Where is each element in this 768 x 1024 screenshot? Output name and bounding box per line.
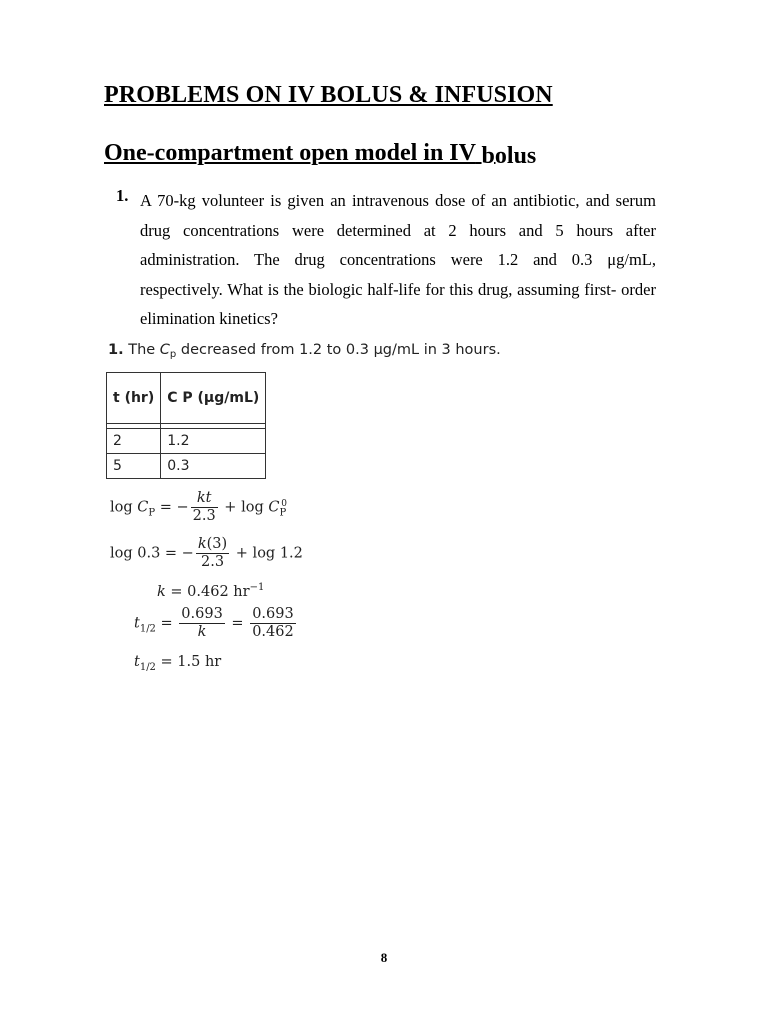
concentration-table [106, 372, 266, 479]
problem-number: 1. [116, 186, 129, 205]
cp-subscript: p [169, 349, 177, 360]
table-header-time: t (hr) [107, 373, 161, 424]
table-header-cp: C P (μg/mL) [161, 373, 266, 424]
solution-intro [108, 342, 501, 358]
section-heading-text: One-compartment open model in IV [104, 140, 476, 166]
solution-number: 1. [108, 342, 124, 358]
page-number: 8 [380, 950, 388, 965]
equation-1: $\log C_P$ = − $\frac{kt}{2.3}$ + $\log C_P^0$ [110, 490, 287, 524]
equation-5: $t_{1/2} = 1.5$ hr [134, 654, 222, 673]
equation-2: log 0.3 = − $\frac{k(3)}{2.3}$ + log 1.2 [110, 536, 303, 570]
equation-3: k = 0.462 $hr^{-1}$ [157, 582, 265, 600]
table-row [107, 454, 266, 479]
section-heading [104, 140, 536, 167]
section-heading-last-word: bolus [481, 143, 537, 169]
table-cell: 2 [107, 429, 161, 454]
table-cell: 5 [107, 454, 161, 479]
solution-intro-text: The [128, 342, 156, 358]
equation-4: $t_{1/2}$ = $\frac{0.693}{k}$ = $\frac{0.693}{0.462}$ [134, 606, 294, 640]
table-cell: 1.2 [161, 429, 266, 454]
table-cell: 0.3 [161, 454, 266, 479]
page-heading: PROBLEMS ON IV BOLUS & INFUSION [104, 82, 553, 108]
cp-symbol: C [159, 342, 170, 358]
solution-intro-rest: decreased from 1.2 to 0.3 μg/mL in 3 hours. [180, 342, 501, 358]
problem-1 [116, 186, 656, 334]
problem-text: A 70-kg volunteer is given an intravenous dose of an antibiotic, and serum drug concentrations were determined at 2 hours and 5 hours after administration. The drug concentrations were 1.2 and 0.3 μg/mL, respectively. What is the biologic half-life for this drug, assuming first- order elimination kinetics? [140, 191, 656, 328]
table-row [107, 429, 266, 454]
